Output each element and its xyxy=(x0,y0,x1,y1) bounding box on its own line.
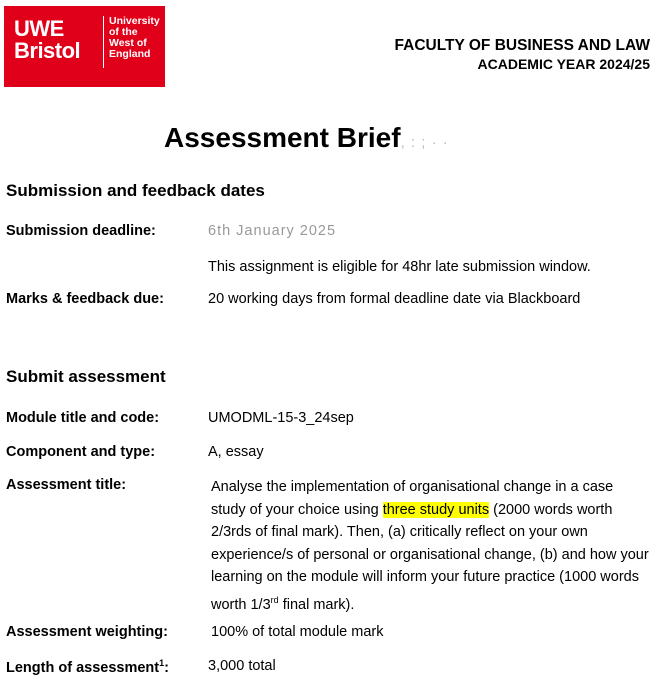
logo-line-uwe: UWE xyxy=(14,16,64,41)
submit-section-heading: Submit assessment xyxy=(6,367,166,386)
logo-divider xyxy=(103,16,104,68)
assessment-title-value xyxy=(211,476,651,616)
weighting-value: 100% of total module mark xyxy=(211,624,384,640)
component-value: A, essay xyxy=(208,444,264,460)
logo-main-text xyxy=(14,18,80,62)
submission-deadline-label: Submission deadline: xyxy=(6,223,156,239)
late-window-note: This assignment is eligible for 48hr late submission window. xyxy=(208,259,591,275)
page-title-obscured: , : ; · · xyxy=(400,134,449,151)
dates-section-heading: Submission and feedback dates xyxy=(6,181,265,200)
assessment-title-part-2: (2000 words worth 2/3rds of final mark). Then, (a) critically reflect on your own experience/s of personal or organisational change, (b) and how your learning on the module will inform your future practice (1000 words worth 1/3 xyxy=(211,501,649,613)
logo-side-line-3: West of xyxy=(109,37,147,49)
logo-side-text xyxy=(109,16,160,60)
assessment-title-sup: rd xyxy=(270,594,279,605)
uwe-bristol-logo xyxy=(4,6,165,87)
logo-side-line-2: of the xyxy=(109,26,138,38)
page-title xyxy=(164,122,449,154)
faculty-header xyxy=(395,36,650,74)
length-value: 3,000 total xyxy=(208,658,276,674)
assessment-title-part-1: Analyse the implementation of organisational change in a case study of your choice using xyxy=(211,479,614,518)
logo-side-line-1: University xyxy=(109,15,160,27)
length-label xyxy=(6,658,169,676)
length-label-text: Length of assessment xyxy=(6,659,160,676)
assessment-title-part-3: final mark). xyxy=(278,596,355,613)
assessment-title-label: Assessment title: xyxy=(6,477,127,493)
feedback-due-value: 20 working days from formal deadline date via Blackboard xyxy=(208,291,581,307)
academic-year: ACADEMIC YEAR 2024/25 xyxy=(477,56,650,72)
weighting-label: Assessment weighting: xyxy=(6,624,168,640)
module-value: UMODML-15-3_24sep xyxy=(208,410,354,426)
faculty-name: FACULTY OF BUSINESS AND LAW xyxy=(394,37,650,54)
logo-side-line-4: England xyxy=(109,48,151,60)
submission-deadline-value: 6th January 2025 xyxy=(208,223,337,239)
assessment-title-highlight: three study units xyxy=(382,501,490,518)
length-footnote-marker: 1 xyxy=(159,658,165,668)
component-label: Component and type: xyxy=(6,444,156,460)
length-label-colon: : xyxy=(164,659,169,676)
module-label: Module title and code: xyxy=(6,410,160,426)
page-title-text: Assessment Brief xyxy=(164,122,401,153)
feedback-due-label: Marks & feedback due: xyxy=(6,291,164,307)
logo-line-bristol: Bristol xyxy=(14,38,81,63)
